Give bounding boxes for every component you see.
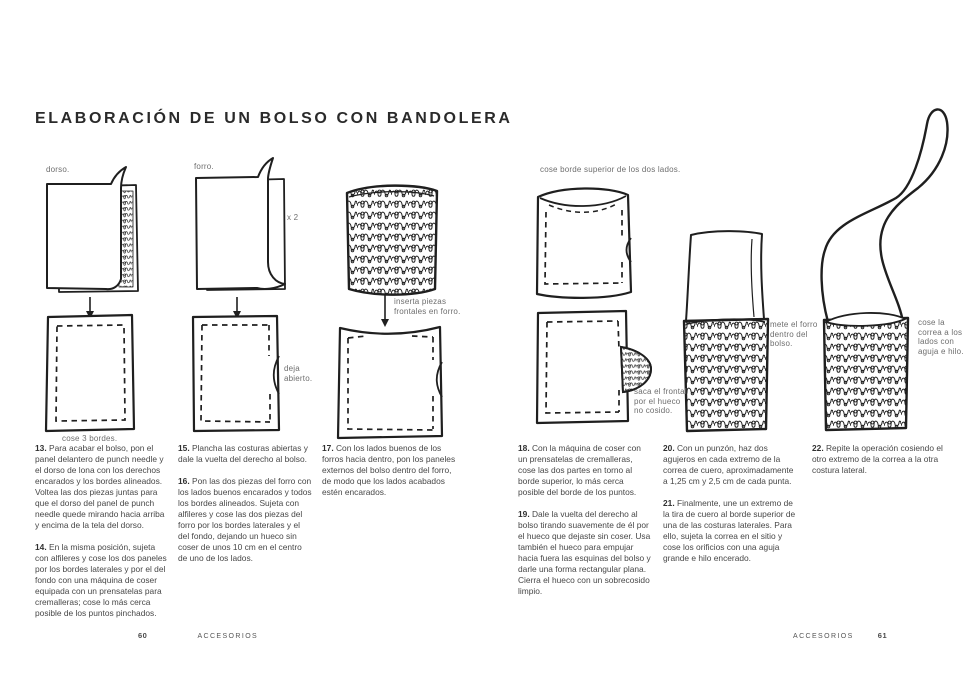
- step-13: 13. Para acabar el bolso, pon el panel delantero de punch needle y el dorso de lona con los derechos encarados y los bordes alineados. Voltea las dos piezas juntas para que el dorso del panel de punch needle quede mirando hacia arriba y encima de la tela del dorso.: [35, 443, 165, 530]
- diagram-forro-sewn: [193, 316, 279, 431]
- diagram-lining-with-panels: [338, 327, 442, 438]
- diagram-lining-out: [684, 231, 768, 431]
- label-deja-abierto: deja abierto.: [284, 364, 313, 383]
- diagram-sew-top-edge: [537, 188, 631, 297]
- steps-column-4: [518, 443, 652, 608]
- step-21: 21. Finalmente, une un extremo de la tira de cuero al borde superior de una de las costuras laterales. Para ello, sujeta la correa en el sitio y cose los orificios con una aguja grande e hilo encerado.: [663, 498, 796, 563]
- steps-column-5: [663, 443, 797, 575]
- step-20: 20. Con un punzón, haz dos agujeros en cada extremo de la correa de cuero, aproximadamente a 1,25 cm y 2,5 cm de cada punta.: [663, 443, 794, 486]
- label-mete-forro: mete el forro dentro del bolso.: [770, 320, 818, 348]
- label-inserta-piezas: inserta piezas frontales en forro.: [394, 297, 461, 316]
- diagram-punch-needle-bag: [347, 186, 437, 295]
- step-18: 18. Con la máquina de coser con un prensatelas de cremalleras, cose las dos partes en torno al borde superior, lo más cerca posible del borde de los puntos.: [518, 443, 641, 497]
- section-name-left: ACCESORIOS: [197, 633, 259, 640]
- footer-left: [138, 631, 258, 640]
- arrow-down-3: [381, 294, 389, 327]
- diagram-forro-pieces: [196, 158, 285, 290]
- section-name-right: ACCESORIOS: [793, 633, 854, 640]
- label-x2: x 2: [287, 213, 299, 222]
- label-forro: forro.: [194, 162, 214, 171]
- step-22: 22. Repite la operación cosiendo el otro extremo de la correa a la otra costura lateral.: [812, 443, 943, 475]
- label-cose-correa: cose la correa a los lados con aguja e hilo.: [918, 318, 964, 356]
- label-saca-frontal: saca el frontal por el hueco no cosido.: [634, 387, 687, 415]
- step-14: 14. En la misma posición, sujeta con alfileres y cose los dos paneles por los bordes laterales y por el del fondo con una máquina de coser equipada con un prensatelas para cremalleras; cose lo más cerca posible de los puntos pinchados.: [35, 542, 167, 618]
- page-title: ELABORACIÓN DE UN BOLSO CON BANDOLERA: [35, 110, 513, 127]
- steps-column-6: [812, 443, 946, 487]
- steps-column-3: [322, 443, 456, 509]
- steps-column-1: [35, 443, 169, 630]
- page-number-left: 60: [138, 631, 148, 640]
- footer-right: [793, 631, 887, 640]
- step-19: 19. Dale la vuelta del derecho al bolso tirando suavemente de él por el hueco que dejaste sin coser. Usa también el hueco para empujar hacia fuera las esquinas del bolso y darle una forma rectangular plana. Cierra el hueco con un sobrecosido limpio.: [518, 509, 651, 596]
- page-number-right: 61: [877, 631, 888, 640]
- label-cose-borde-superior: cose borde superior de los dos lados.: [540, 165, 681, 174]
- diagram-finished-bag-strap: [822, 109, 948, 430]
- label-dorso: dorso.: [46, 165, 70, 174]
- diagram-sewn-panel: [46, 315, 134, 431]
- diagram-dorso-panel: [47, 167, 138, 292]
- step-15: 15. Plancha las costuras abiertas y dale la vuelta del derecho al bolso.: [178, 443, 308, 464]
- label-cose-3-bordes: cose 3 bordes.: [62, 434, 118, 443]
- steps-column-2: [178, 443, 312, 575]
- step-17: 17. Con los lados buenos de los forros hacia dentro, pon los paneles externos del bolso dentro del forro, de modo que los lados acabados estén encarados.: [322, 443, 456, 497]
- step-16: 16. Pon las dos piezas del forro con los lados buenos encarados y todos los bordes alineados. Sujeta con alfileres y cose las dos piezas del forro por los bordes laterales y el del fondo, dejando un hueco sin coser de unos 10 cm en el centro de uno de los lados.: [178, 476, 312, 563]
